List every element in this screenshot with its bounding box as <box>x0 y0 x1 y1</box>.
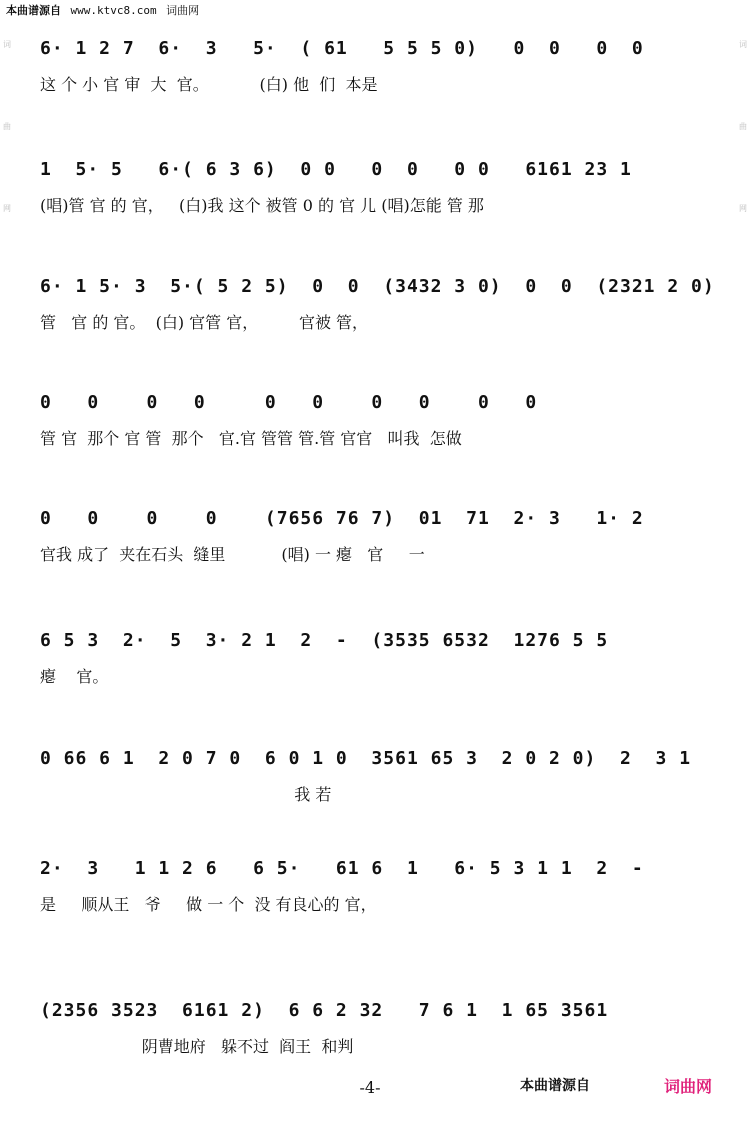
watermark-char: 曲 <box>739 122 747 131</box>
watermark-char: 词 <box>3 40 11 49</box>
lyrics-line: 阴曹地府 躲不过 阎王 和判 <box>40 1037 354 1056</box>
page-header <box>6 2 406 16</box>
left-watermark-strip <box>0 40 14 1100</box>
lyrics-line: (唱)管 官 的 官， (白)我 这个 被管 0 的 官 儿 (唱)怎能 管 那 <box>40 196 484 215</box>
lyrics-line: 是 顺从王 爷 做 一 个 没 有良心的 官， <box>40 895 377 914</box>
header-source-label: 本曲谱源自 <box>6 4 61 17</box>
lyrics-line: 这 个 小 官 审 大 官。 (白) 他 们 本是 <box>40 75 378 94</box>
page-number: -4- <box>359 1078 381 1097</box>
notation-line: 2· 3 1 1 2 6 6 5· 61 6 1 6· 5 3 1 1 2 - <box>40 858 644 879</box>
notation-line: 0 0 0 0 (7656 76 7) 01 71 2· 3 1· 2 <box>40 508 644 529</box>
footer-brand-logo: 词曲网 <box>664 1077 713 1096</box>
lyrics-line: 我 若 <box>40 785 332 804</box>
notation-line: 0 66 6 1 2 0 7 0 6 0 1 0 3561 65 3 2 0 2 0) 2 3 1 <box>40 748 692 769</box>
notation-line: 6· 1 2 7 6· 3 5· ( 61 5 5 5 0) 0 0 0 0 <box>40 38 644 59</box>
watermark-char: 网 <box>3 204 11 213</box>
lyrics-line: 管 官 那个 官 管 那个 官.官 管管 管.管 官官 叫我 怎做 <box>40 429 462 448</box>
watermark-char: 曲 <box>3 122 11 131</box>
header-site-name: 词曲网 <box>166 4 200 17</box>
lyrics-line: 管 官 的 官。 (白) 官管 官， 官被 管， <box>40 313 369 332</box>
notation-line: (2356 3523 6161 2) 6 6 2 32 7 6 1 1 65 3561 <box>40 1000 609 1021</box>
notation-line: 6 5 3 2· 5 3· 2 1 2 - (3535 6532 1276 5 5 <box>40 630 609 651</box>
notation-line: 1 5· 5 6·( 6 3 6) 0 0 0 0 0 0 6161 23 1 <box>40 159 632 180</box>
header-url[interactable]: www.ktvc8.com <box>70 4 157 17</box>
footer-source-label: 本曲谱源自 <box>520 1078 590 1094</box>
notation-line: 0 0 0 0 0 0 0 0 0 0 <box>40 392 538 413</box>
right-watermark-strip <box>736 40 750 1100</box>
notation-line: 6· 1 5· 3 5·( 5 2 5) 0 0 (3432 3 0) 0 0 (2321 2 0) <box>40 276 715 297</box>
watermark-char: 词 <box>739 40 747 49</box>
lyrics-line: 官我 成了 夹在石头 缝里 (唱) 一 瘪 官 一 <box>40 545 425 564</box>
watermark-char: 网 <box>739 204 747 213</box>
lyrics-line: 瘪 官。 <box>40 667 109 686</box>
